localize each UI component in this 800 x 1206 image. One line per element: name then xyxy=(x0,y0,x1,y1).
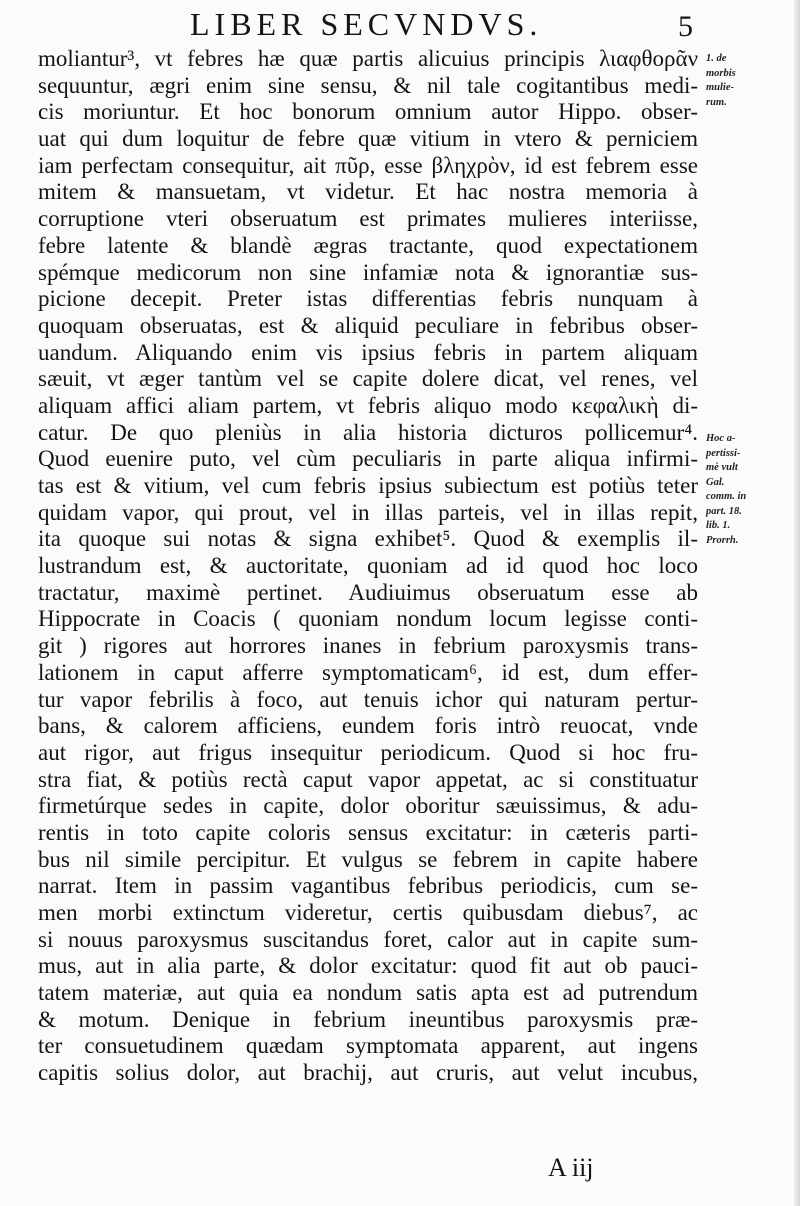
text-line: & motum. Denique in febrium ineuntibus paroxysmis præ- xyxy=(38,1006,698,1032)
text-line: uat qui dum loquitur de febre quæ vitium in vtero & perniciem xyxy=(38,126,698,152)
marginal-note-line: pertissi- xyxy=(706,447,741,459)
text-line: quoquam obseruatas, est & aliquid peculiare in febribus obser- xyxy=(38,312,698,338)
text-line: corruptione vteri obseruatum est primates mulieres interiisse, xyxy=(38,206,698,232)
text-line: lationem in caput afferre symptomaticam⁶, id est, dum effer- xyxy=(38,659,698,685)
text-line: tatem materiæ, aut quia ea nondum satis apta est ad putrendum xyxy=(38,980,698,1006)
marginal-note-line: Hoc a- xyxy=(706,433,736,444)
text-line: firmetúrque sedes in capite, dolor oboritur sæuissimus, & adu- xyxy=(38,793,698,819)
text-line: lustrandum est, & auctoritate, quoniam ad id quod hoc loco xyxy=(38,553,698,579)
page-number: 5 xyxy=(678,10,693,43)
text-line: picione decepit. Preter istas differentias febris nunquam à xyxy=(38,286,698,312)
marginal-note-line: mulie- xyxy=(706,82,734,93)
text-line: moliantur³, vt febres hæ quæ partis alicuius principis λιαφθορᾶν xyxy=(38,46,698,71)
page-header xyxy=(0,4,800,48)
text-line: quidam vapor, qui prout, vel in illas parteis, vel in illas repit, xyxy=(38,499,698,525)
text-line: bans, & calorem afficiens, eundem foris intrò reuocat, vnde xyxy=(38,713,698,739)
page-edge xyxy=(794,0,800,1206)
text-line: tur vapor febrilis à foco, aut tenuis ichor qui naturam pertur- xyxy=(38,686,698,712)
marginal-note-1 xyxy=(706,52,736,110)
marginal-note-line: part. 18. xyxy=(706,505,742,517)
running-head: LIBER SECVNDVS. xyxy=(190,6,543,42)
marginal-note-line: Prorrh. xyxy=(706,534,739,546)
text-line: sæuit, vt æger tantùm vel se capite dolere dicat, vel renes, vel xyxy=(38,366,698,392)
text-line: catur. De quo pleniùs in alia historia dicturos pollicemur⁴. xyxy=(38,419,698,445)
text-line: aut rigor, aut frigus insequitur periodicum. Quod si hoc fru- xyxy=(38,739,698,765)
text-line: bus nil simile percipitur. Et vulgus se febrem in capite habere xyxy=(38,846,698,872)
marginal-note-line: comm. in xyxy=(706,491,747,502)
text-line: rentis in toto capite coloris sensus excitatur: in cæteris parti- xyxy=(38,819,698,845)
text-line: tractatur, maximè pertinet. Audiuimus obseruatum esse ab xyxy=(38,579,698,605)
marginal-note-line: morbis xyxy=(706,67,736,79)
text-line: Hippocrate in Coacis ( quoniam nondum locum legisse conti- xyxy=(38,606,698,632)
text-line: aliquam affici aliam partem, vt febris aliquo modo κεφαλικὴ di- xyxy=(38,392,698,418)
marginal-note-line: 1. de xyxy=(706,53,727,64)
text-line: si nouus paroxysmus suscitandus foret, calor aut in capite sum- xyxy=(38,926,698,952)
text-line: Quod euenire puto, vel cùm peculiaris in parte aliqua infirmi- xyxy=(38,446,698,472)
text-line: febre latente & blandè ægras tractante, quod expectationem xyxy=(38,232,698,258)
text-line: iam perfectam consequitur, ait πῦρ, esse βληχρὸν, id est febrem esse xyxy=(38,152,698,178)
text-line: ter consuetudinem quædam symptomata apparent, aut ingens xyxy=(38,1033,698,1059)
marginal-note-line: rum. xyxy=(706,96,727,108)
text-line: spémque medicorum non sine infamiæ nota & ignorantiæ sus- xyxy=(38,259,698,285)
text-line: narrat. Item in passim vagantibus febribus periodicis, cum se- xyxy=(38,873,698,899)
text-line: uandum. Aliquando enim vis ipsius febris in partem aliquam xyxy=(38,339,698,365)
text-line: stra fiat, & potiùs rectà caput vapor appetat, ac si constituatur xyxy=(38,766,698,792)
text-line: sequuntur, ægri enim sine sensu, & nil tale cogitantibus medi- xyxy=(38,72,698,98)
marginal-note-line: lib. 1. xyxy=(706,520,731,531)
text-line: git ) rigores aut horrores inanes in febrium paroxysmis trans- xyxy=(38,633,698,659)
text-line: capitis solius dolor, aut brachij, aut cruris, aut velut incubus, xyxy=(38,1060,698,1086)
text-line: ita quoque sui notas & signa exhibet⁵. Quod & exemplis il- xyxy=(38,526,698,552)
text-line: mitem & mansuetam, vt videtur. Et hac nostra memoria à xyxy=(38,179,698,205)
text-line: tas est & vitium, vel cum febris ipsius subiectum est potiùs teter xyxy=(38,473,698,498)
text-line: men morbi extinctum videretur, certis quibusdam diebus⁷, ac xyxy=(38,900,698,925)
text-line: mus, aut in alia parte, & dolor excitatur: quod fit aut ob pauci- xyxy=(38,953,698,979)
signature-mark: A iij xyxy=(548,1153,594,1182)
marginal-note-line: mè vult xyxy=(706,462,738,473)
main-text-block xyxy=(38,46,698,1087)
marginal-note-2 xyxy=(706,432,746,548)
text-line: cis moriuntur. Et hoc bonorum omnium autor Hippo. obser- xyxy=(38,99,698,125)
marginal-note-line: Gal. xyxy=(706,476,725,488)
